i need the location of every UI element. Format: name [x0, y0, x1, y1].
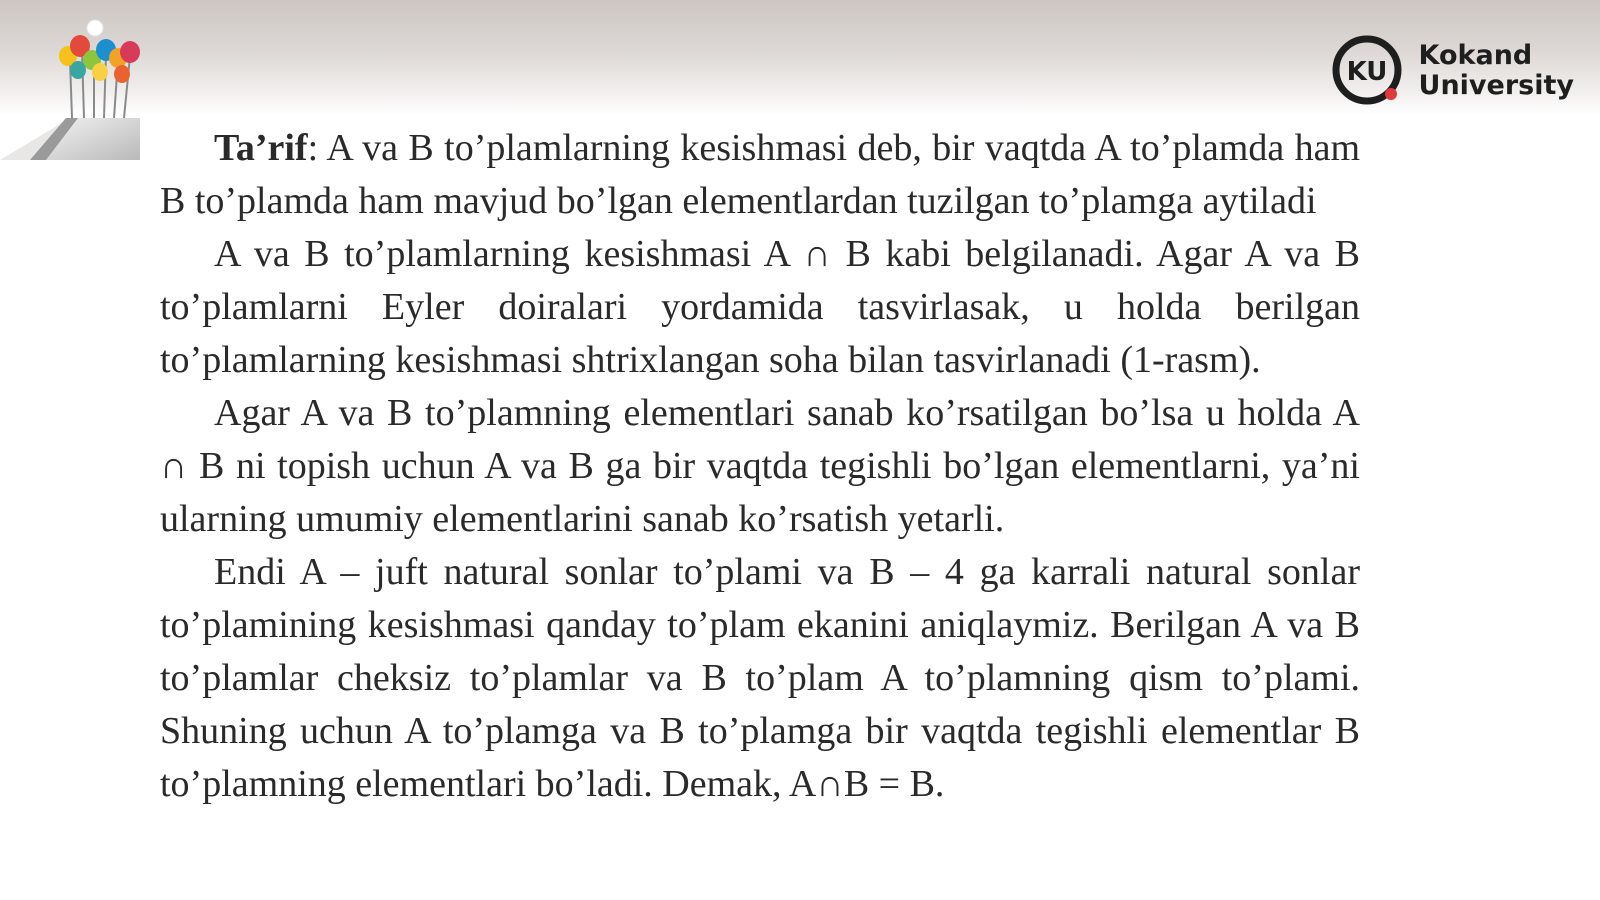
- university-name: [1419, 41, 1574, 101]
- university-name-line2: University: [1418, 70, 1574, 101]
- paragraph-notation: A va B to’plamlarning kesishmasi A ∩ B kabi belgilanadi. Agar A va B to’plamlarni Eyler doiralari yordamida tasvirlasak, u holda berilgan to’plamlarning kesishmasi shtrixlangan soha bilan tasvirlanadi (1-rasm).: [160, 233, 1360, 381]
- definition-text: : A va B to’plamlarning kesishmasi deb, bir vaqtda A to’plamda ham B to’plamda ham mavjud bo’lgan elementlardan tuzilgan to’plamga aytiladi: [160, 127, 1360, 222]
- balloons-on-stand-icon: [0, 0, 180, 175]
- paragraph-listing: Agar A va B to’plamning elementlari sanab ko’rsatilgan bo’lsa u holda A ∩ B ni topish uchun A va B ga bir vaqtda tegishli bo’lgan elementlarni, ya’ni ularning umumiy elementlarini sanab ko’rsatish yetarli.: [160, 392, 1360, 540]
- lecture-text: [160, 122, 1360, 811]
- logo-mark-text: KU: [1346, 57, 1387, 87]
- ku-logo-icon: [1331, 34, 1405, 108]
- kokand-university-logo: [1331, 34, 1574, 108]
- definition-term: Ta’rif: [214, 127, 308, 169]
- university-name-line1: Kokand: [1418, 40, 1533, 71]
- paragraph-example: Endi A – juft natural sonlar to’plami va B – 4 ga karrali natural sonlar to’plamining kesishmasi qanday to’plam ekanini aniqlaymiz. Berilgan A va B to’plamlar cheksiz to’plamlar va B to’plam A to’plamning qism to’plami. Shuning uchun A to’plamga va B to’plamga bir vaqtda tegishli elementlar B to’plamning elementlari bo’ladi. Demak, A∩B = B.: [160, 551, 1360, 805]
- definition-paragraph: [160, 122, 1360, 228]
